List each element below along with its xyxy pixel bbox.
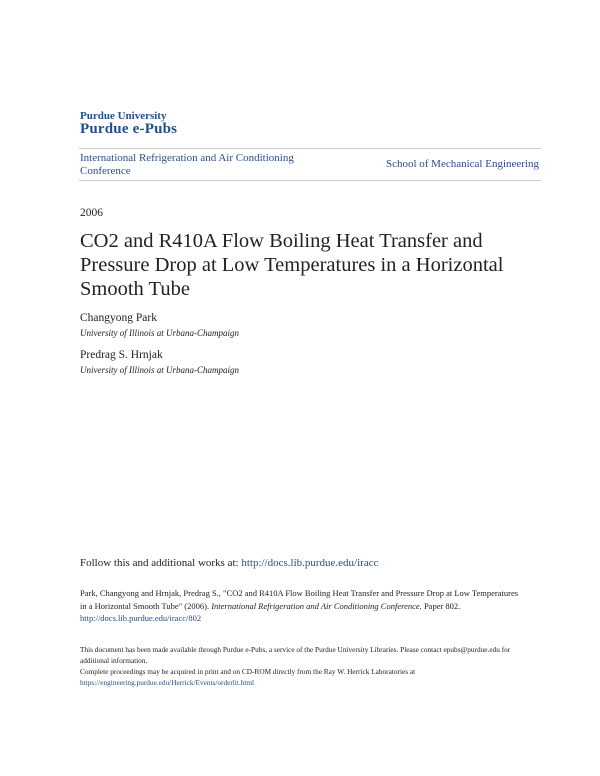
bottom-divider <box>79 180 541 181</box>
availability-notice <box>80 644 530 688</box>
herrick-link[interactable]: https://engineering.purdue.edu/Herrick/Events/orderlit.html <box>80 678 255 687</box>
author-affiliation: University of Illinois at Urbana-Champaign <box>80 365 239 375</box>
top-divider <box>79 148 541 149</box>
author-name[interactable]: Predrag S. Hrnjak <box>80 349 163 361</box>
citation-conference: International Refrigeration and Air Conditioning Conference. <box>211 600 422 611</box>
follow-text: Follow this and additional works at: <box>80 557 242 569</box>
university-name: Purdue University <box>80 110 167 122</box>
school-link[interactable]: School of Mechanical Engineering <box>385 158 539 170</box>
conference-series-link[interactable]: International Refrigeration and Air Conditioning Conference <box>80 152 294 177</box>
paper-title: CO2 and R410A Flow Boiling Heat Transfer and Pressure Drop at Low Temperatures in a Horizontal Smooth Tube <box>80 230 504 300</box>
publication-year: 2006 <box>80 207 103 219</box>
author-affiliation: University of Illinois at Urbana-Champaign <box>80 328 239 338</box>
repository-name[interactable]: Purdue e-Pubs <box>80 121 178 137</box>
citation-block <box>80 587 525 625</box>
author-name[interactable]: Changyong Park <box>80 312 157 324</box>
notice-line2-text: Complete proceedings may be acquired in print and on CD-ROM directly from the Ray W. Herrick Laboratories at <box>80 667 416 676</box>
citation-prefix: Park, Changyong and Hrnjak, Predrag S., "CO2 and R410A Flow Boiling Heat Transfer and Pressure Drop at Low Temperatures in a Horizontal Smooth Tube" (2006). <box>80 588 519 611</box>
follow-line <box>80 557 378 569</box>
citation-suffix: Paper 802. <box>421 600 461 611</box>
notice-line2 <box>80 666 530 688</box>
paper-link[interactable]: http://docs.lib.purdue.edu/iracc/802 <box>80 613 202 623</box>
collection-link[interactable]: http://docs.lib.purdue.edu/iracc <box>241 557 379 569</box>
notice-line1: This document has been made available through Purdue e-Pubs, a service of the Purdue University Libraries. Please contact epubs@purdue.edu for additional information. <box>80 645 511 665</box>
